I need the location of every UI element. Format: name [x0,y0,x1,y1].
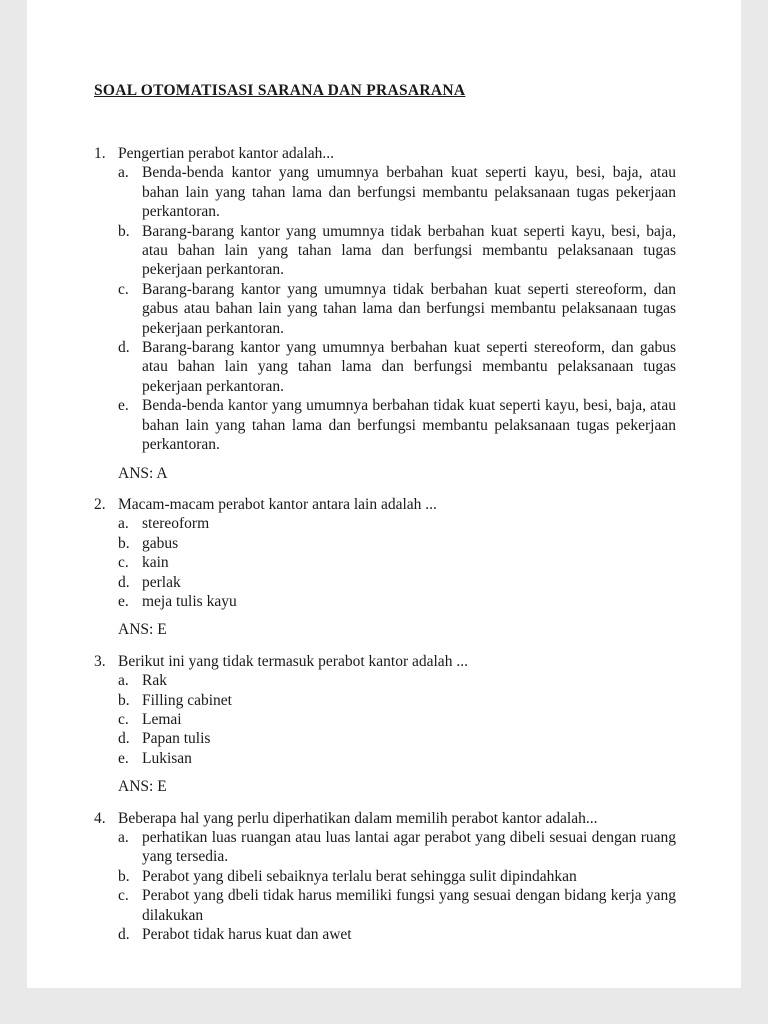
answer-option [118,163,676,221]
page-content [27,0,741,944]
question [94,652,676,797]
answer-option [118,886,676,925]
question-number: 4. [94,809,106,827]
option-text: Filling cabinet [142,691,232,709]
question-text: Berikut ini yang tidak termasuk perabot kantor adalah ... [118,652,468,670]
option-letter: b. [118,534,130,552]
option-letter: c. [118,554,129,572]
answer-key: ANS: E [118,621,167,639]
option-text: Lukisan [142,749,192,767]
option-letter: d. [118,926,130,944]
answer-option [118,749,676,768]
answer-option [118,534,676,553]
answer-option [118,867,676,886]
option-text: Lemai [142,710,182,728]
option-letter: d. [118,339,130,357]
question-body [118,652,676,797]
option-letter: a. [118,829,129,846]
option-text: gabus [142,534,179,552]
option-letter: c. [118,710,129,728]
question [94,809,676,945]
document-title: SOAL OTOMATISASI SARANA DAN PRASARANA [94,82,466,99]
answer-option [118,925,676,944]
option-letter: e. [118,397,129,415]
answer-key: ANS: A [118,464,168,482]
option-letter: a. [118,164,129,182]
option-letter: b. [118,867,130,885]
answer-option [118,396,676,454]
answer-key: ANS: E [118,778,167,796]
option-letter: c. [118,887,129,905]
question-text: Beberapa hal yang perlu diperhatikan dalam memilih perabot kantor adalah... [118,809,598,827]
answer-option [118,729,676,748]
document-page [27,0,741,988]
option-text: Papan tulis [142,730,211,748]
option-text: Barang-barang kantor yang umumnya tidak berbahan kuat seperti kayu, besi, baja, atau bahan lain yang tahan lama dan berfungsi membantu pelaksanaan tugas pekerjaan perkantoran. [142,222,676,279]
option-text: Perabot tidak harus kuat dan awet [142,926,352,944]
answer-option [118,828,676,867]
option-letter: d. [118,730,130,748]
question-body [118,495,676,640]
question-number: 2. [94,495,106,513]
option-text: Rak [142,672,167,690]
question-text: Pengertian perabot kantor adalah... [118,145,335,162]
question-text: Macam-macam perabot kantor antara lain adalah ... [118,495,437,513]
option-text: perhatikan luas ruangan atau luas lantai agar perabot yang dibeli sesuai dengan ruang yang tersedia. [142,829,676,866]
answer-option [118,710,676,729]
option-letter: b. [118,222,130,240]
answer-option [118,338,676,396]
option-text: perlak [142,573,181,591]
option-text: Perabot yang dbeli tidak harus memiliki fungsi yang sesuai dengan bidang kerja yang dilakukan [142,887,676,924]
answer-option [118,222,676,280]
question-body [118,809,676,945]
option-letter: a. [118,515,129,533]
answer-option [118,691,676,710]
option-text: kain [142,554,169,572]
option-text: Barang-barang kantor yang umumnya berbahan kuat seperti stereoform, dan gabus atau bahan lain yang tahan lama dan berfungsi membantu pelaksanaan tugas pekerjaan perkantoran. [142,339,676,395]
option-text: Perabot yang dibeli sebaiknya terlalu berat sehingga sulit dipindahkan [142,867,577,885]
answer-option [118,592,676,611]
option-letter: c. [118,280,129,298]
answer-option [118,573,676,592]
question [94,495,676,640]
answer-option [118,553,676,572]
option-text: Benda-benda kantor yang umumnya berbahan kuat seperti kayu, besi, baja, atau bahan lain yang tahan lama dan berfungsi membantu pelaksanaan tugas pekerjaan perkantoran. [142,164,676,221]
answer-option [118,671,676,690]
question-number: 3. [94,652,106,670]
question [94,144,676,483]
option-text: meja tulis kayu [142,592,237,610]
answer-option [118,514,676,533]
option-letter: a. [118,672,129,690]
questions-list [94,144,676,944]
option-letter: b. [118,691,130,709]
option-letter: e. [118,592,129,610]
question-body [118,144,676,483]
option-text: Barang-barang kantor yang umumnya tidak berbahan kuat seperti stereoform, dan gabus atau bahan lain yang tahan lama dan berfungsi membantu pelaksanaan tugas pekerjaan perkantoran. [142,280,676,337]
answer-option [118,280,676,338]
option-letter: e. [118,749,129,767]
option-text: stereoform [142,515,210,533]
question-number: 1. [94,145,106,162]
option-text: Benda-benda kantor yang umumnya berbahan tidak kuat seperti kayu, besi, baja, atau bahan lain yang tahan lama dan berfungsi membantu pelaksanaan tugas pekerjaan perkantoran. [142,397,676,454]
option-letter: d. [118,573,130,591]
